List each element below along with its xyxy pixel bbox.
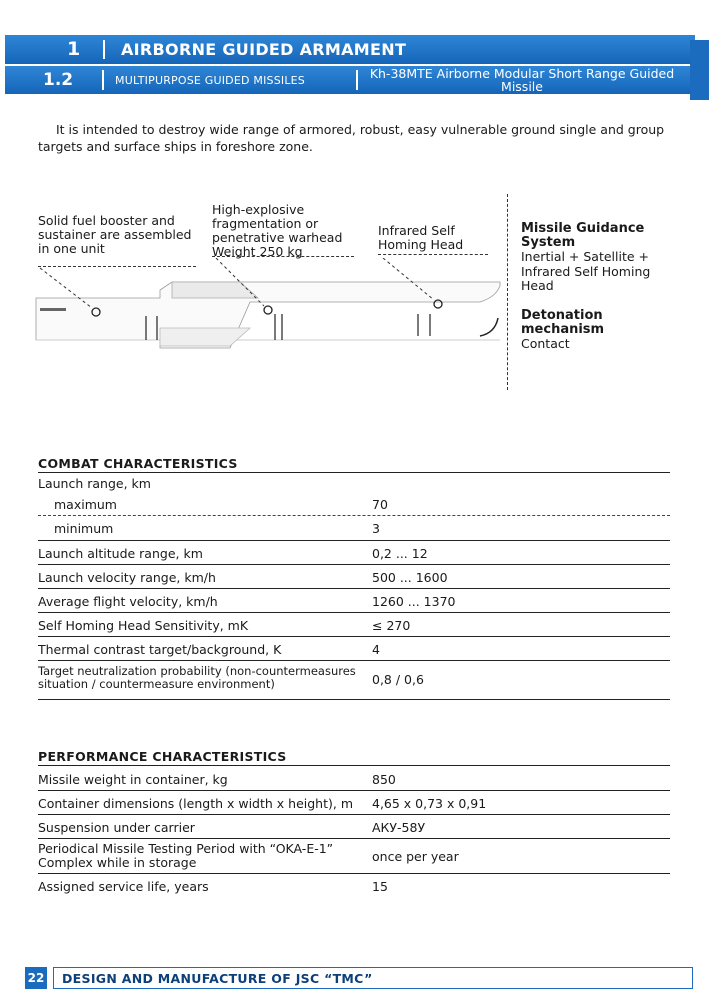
detonation-info [521,309,681,352]
table-row [38,815,670,839]
table-row [38,637,670,661]
table-row [38,565,670,589]
table-row [38,839,670,874]
row-label: Launch velocity range, km/h [38,570,216,585]
row-value: ≤ 270 [372,618,411,633]
info-divider [507,194,508,390]
callout-warhead: High-explosive fragmentation or penetrative warhead Weight 250 kg [212,202,343,259]
page-number: 22 [25,967,47,989]
table-row [38,473,670,494]
section-number: 1 [67,38,81,60]
table-row [38,766,670,791]
leader-line [212,256,354,257]
row-value: once per year [372,849,459,864]
table-row [38,494,670,516]
row-label: Assigned service life, years [38,879,209,894]
leader-line [378,254,488,255]
row-label: minimum [54,521,114,536]
footer-bar [53,967,693,989]
subsection-header [5,66,690,94]
row-value: 15 [372,879,388,894]
row-label: Average flight velocity, km/h [38,594,218,609]
header-divider [102,70,104,90]
row-label: Self Homing Head Sensitivity, mK [38,618,249,633]
missile-illustration [0,258,505,358]
subsection-title: MULTIPURPOSE GUIDED MISSILES [115,74,305,87]
header-divider [356,70,358,90]
table-row [38,589,670,613]
row-label: Container dimensions (length x width x height), m [38,796,354,811]
table-row [38,516,670,541]
guidance-value: Inertial + Satellite + Infrared Self Homing Head [521,249,651,293]
row-value: 850 [372,772,396,787]
header-divider [103,40,105,59]
row-value: 4,65 x 0,73 x 0,91 [372,796,487,811]
section-header [5,35,695,64]
performance-table [38,765,670,896]
row-label: Suspension under carrier [38,820,195,835]
row-value: 0,2 ... 12 [372,546,428,561]
row-value: АКУ-58У [372,820,426,835]
product-title: Kh-38MTE Airborne Modular Short Range Guided Missile [369,66,675,94]
row-label: Periodical Missile Testing Period with “OKA-E-1” Complex while in storage [38,841,334,870]
detonation-value: Contact [521,336,570,351]
callout-seeker: Infrared Self Homing Head [378,223,464,252]
table-row [38,541,670,565]
callout-booster: Solid fuel booster and sustainer are assembled in one unit [38,213,192,256]
missile-icon [36,258,500,348]
row-label: Target neutralization probability (non-countermeasures situation / countermeasure environment) [38,664,356,691]
combat-table [38,472,670,700]
row-value: 1260 ... 1370 [372,594,456,609]
subsection-number: 1.2 [43,70,74,90]
row-value: 4 [372,642,380,657]
row-label: Launch range, km [38,476,151,491]
footer-text: DESIGN AND MANUFACTURE OF JSC “TMC” [62,971,373,986]
row-label: maximum [54,497,117,512]
intro-paragraph: It is intended to destroy wide range of armored, robust, easy vulnerable ground single and group targets and surface ships in foreshore zone. [38,122,665,154]
row-value: 0,8 / 0,6 [372,672,424,687]
row-label: Thermal contrast target/background, K [38,642,282,657]
table-row [38,661,670,700]
row-label: Launch altitude range, km [38,546,203,561]
row-value: 70 [372,497,388,512]
combat-title: COMBAT CHARACTERISTICS [38,456,238,471]
row-value: 3 [372,521,380,536]
row-value: 500 ... 1600 [372,570,448,585]
guidance-label: Missile Guidance System [521,221,645,250]
guidance-info [521,222,681,294]
performance-title: PERFORMANCE CHARACTERISTICS [38,749,287,764]
section-title: AIRBORNE GUIDED ARMAMENT [121,40,407,59]
page-footer [0,967,709,991]
page-edge-tab [690,40,709,100]
row-label: Missile weight in container, kg [38,772,228,787]
table-row [38,613,670,637]
detonation-label: Detonation mechanism [521,308,605,337]
table-row [38,791,670,815]
table-row [38,874,670,896]
